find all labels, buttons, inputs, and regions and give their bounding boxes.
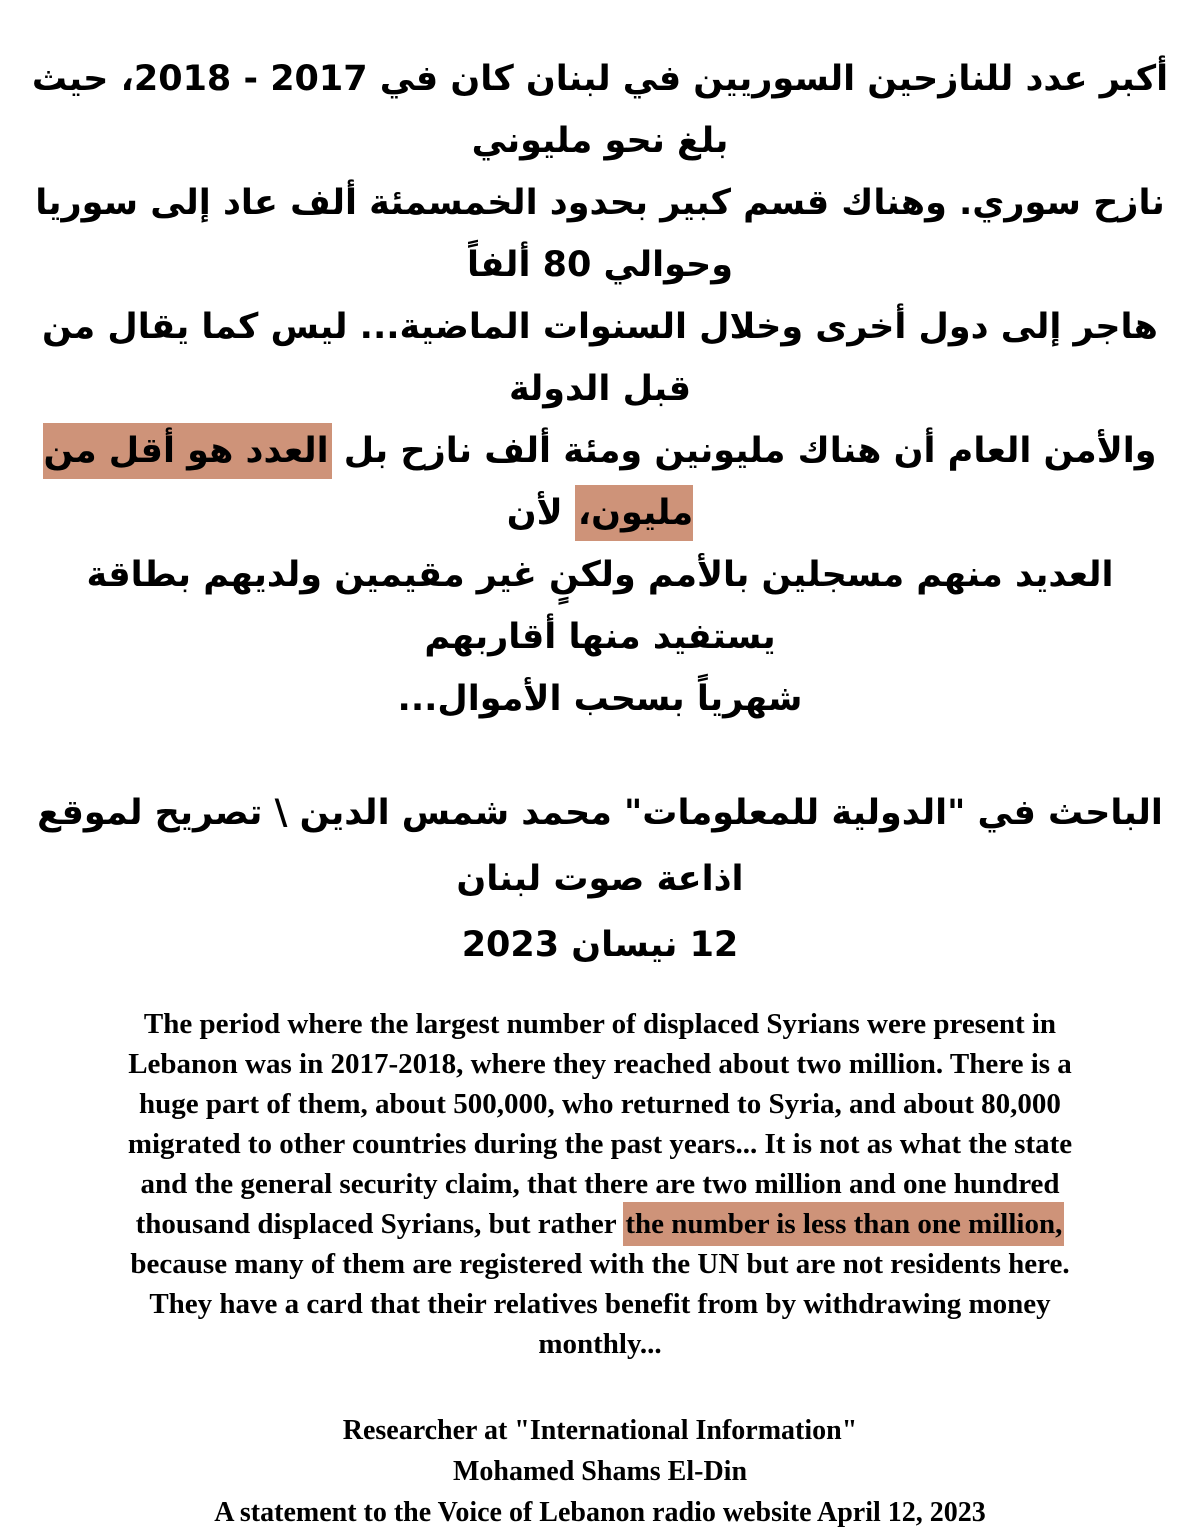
highlighted-text: العدد هو أقل من مليون، — [43, 423, 693, 541]
arabic-quote-paragraph — [30, 48, 1170, 730]
arabic-attribution-source-line: الباحث في "الدولية للمعلومات" محمد شمس الدين \ تصريح لموقع اذاعة صوت لبنان — [37, 793, 1163, 899]
quote-text-segment: because many of them are registered with the UN but are not residents here. They have a card that their relatives benefit from by withdrawing money monthly... — [130, 1248, 1070, 1360]
arabic-attribution — [30, 780, 1170, 978]
english-attribution-role-line: Researcher at "International Information" — [342, 1415, 858, 1446]
arabic-attribution-date-line: 12 نيسان 2023 — [461, 925, 739, 965]
quote-text-segment: أكبر عدد للنازحين السوريين في لبنان كان في 2017 - 2018، حيث بلغ نحو مليوني نازح سوري. وهناك قسم كبير بحدود الخمسمئة ألف عاد إلى سوريا وحوالي 80 ألفاً هاجر إلى دول أخرى وخلال السنوات الماضية... ليس كما يقال من قبل الدولة والأمن العام أن هناك مليونين ومئة ألف نازح بل — [31, 59, 1169, 471]
quote-text-segment: The period where the largest number of displaced Syrians were present in Lebanon was in 2017-2018, where they reached about two million. There is a huge part of them, about 500,000, who returned to Syria, and about 80,000 migrated to other countries during the past years... It is not as what the state and the general security claim, that there are two million and one hundred thousand displaced Syrians, but rather — [127, 1008, 1073, 1240]
english-attribution-source-line: A statement to the Voice of Lebanon radio website April 12, 2023 — [214, 1497, 986, 1528]
english-attribution — [28, 1410, 1172, 1533]
quote-text-segment: لأن العديد منهم مسجلين بالأمم ولكنٍ غير مقيمين ولديهم بطاقة يستفيد منها أقاربهم شهرياً بسحب الأموال... — [86, 493, 1114, 719]
english-translation-paragraph — [28, 1004, 1172, 1364]
highlighted-text: the number is less than one million, — [623, 1202, 1064, 1246]
english-attribution-name-line: Mohamed Shams El-Din — [452, 1456, 748, 1487]
